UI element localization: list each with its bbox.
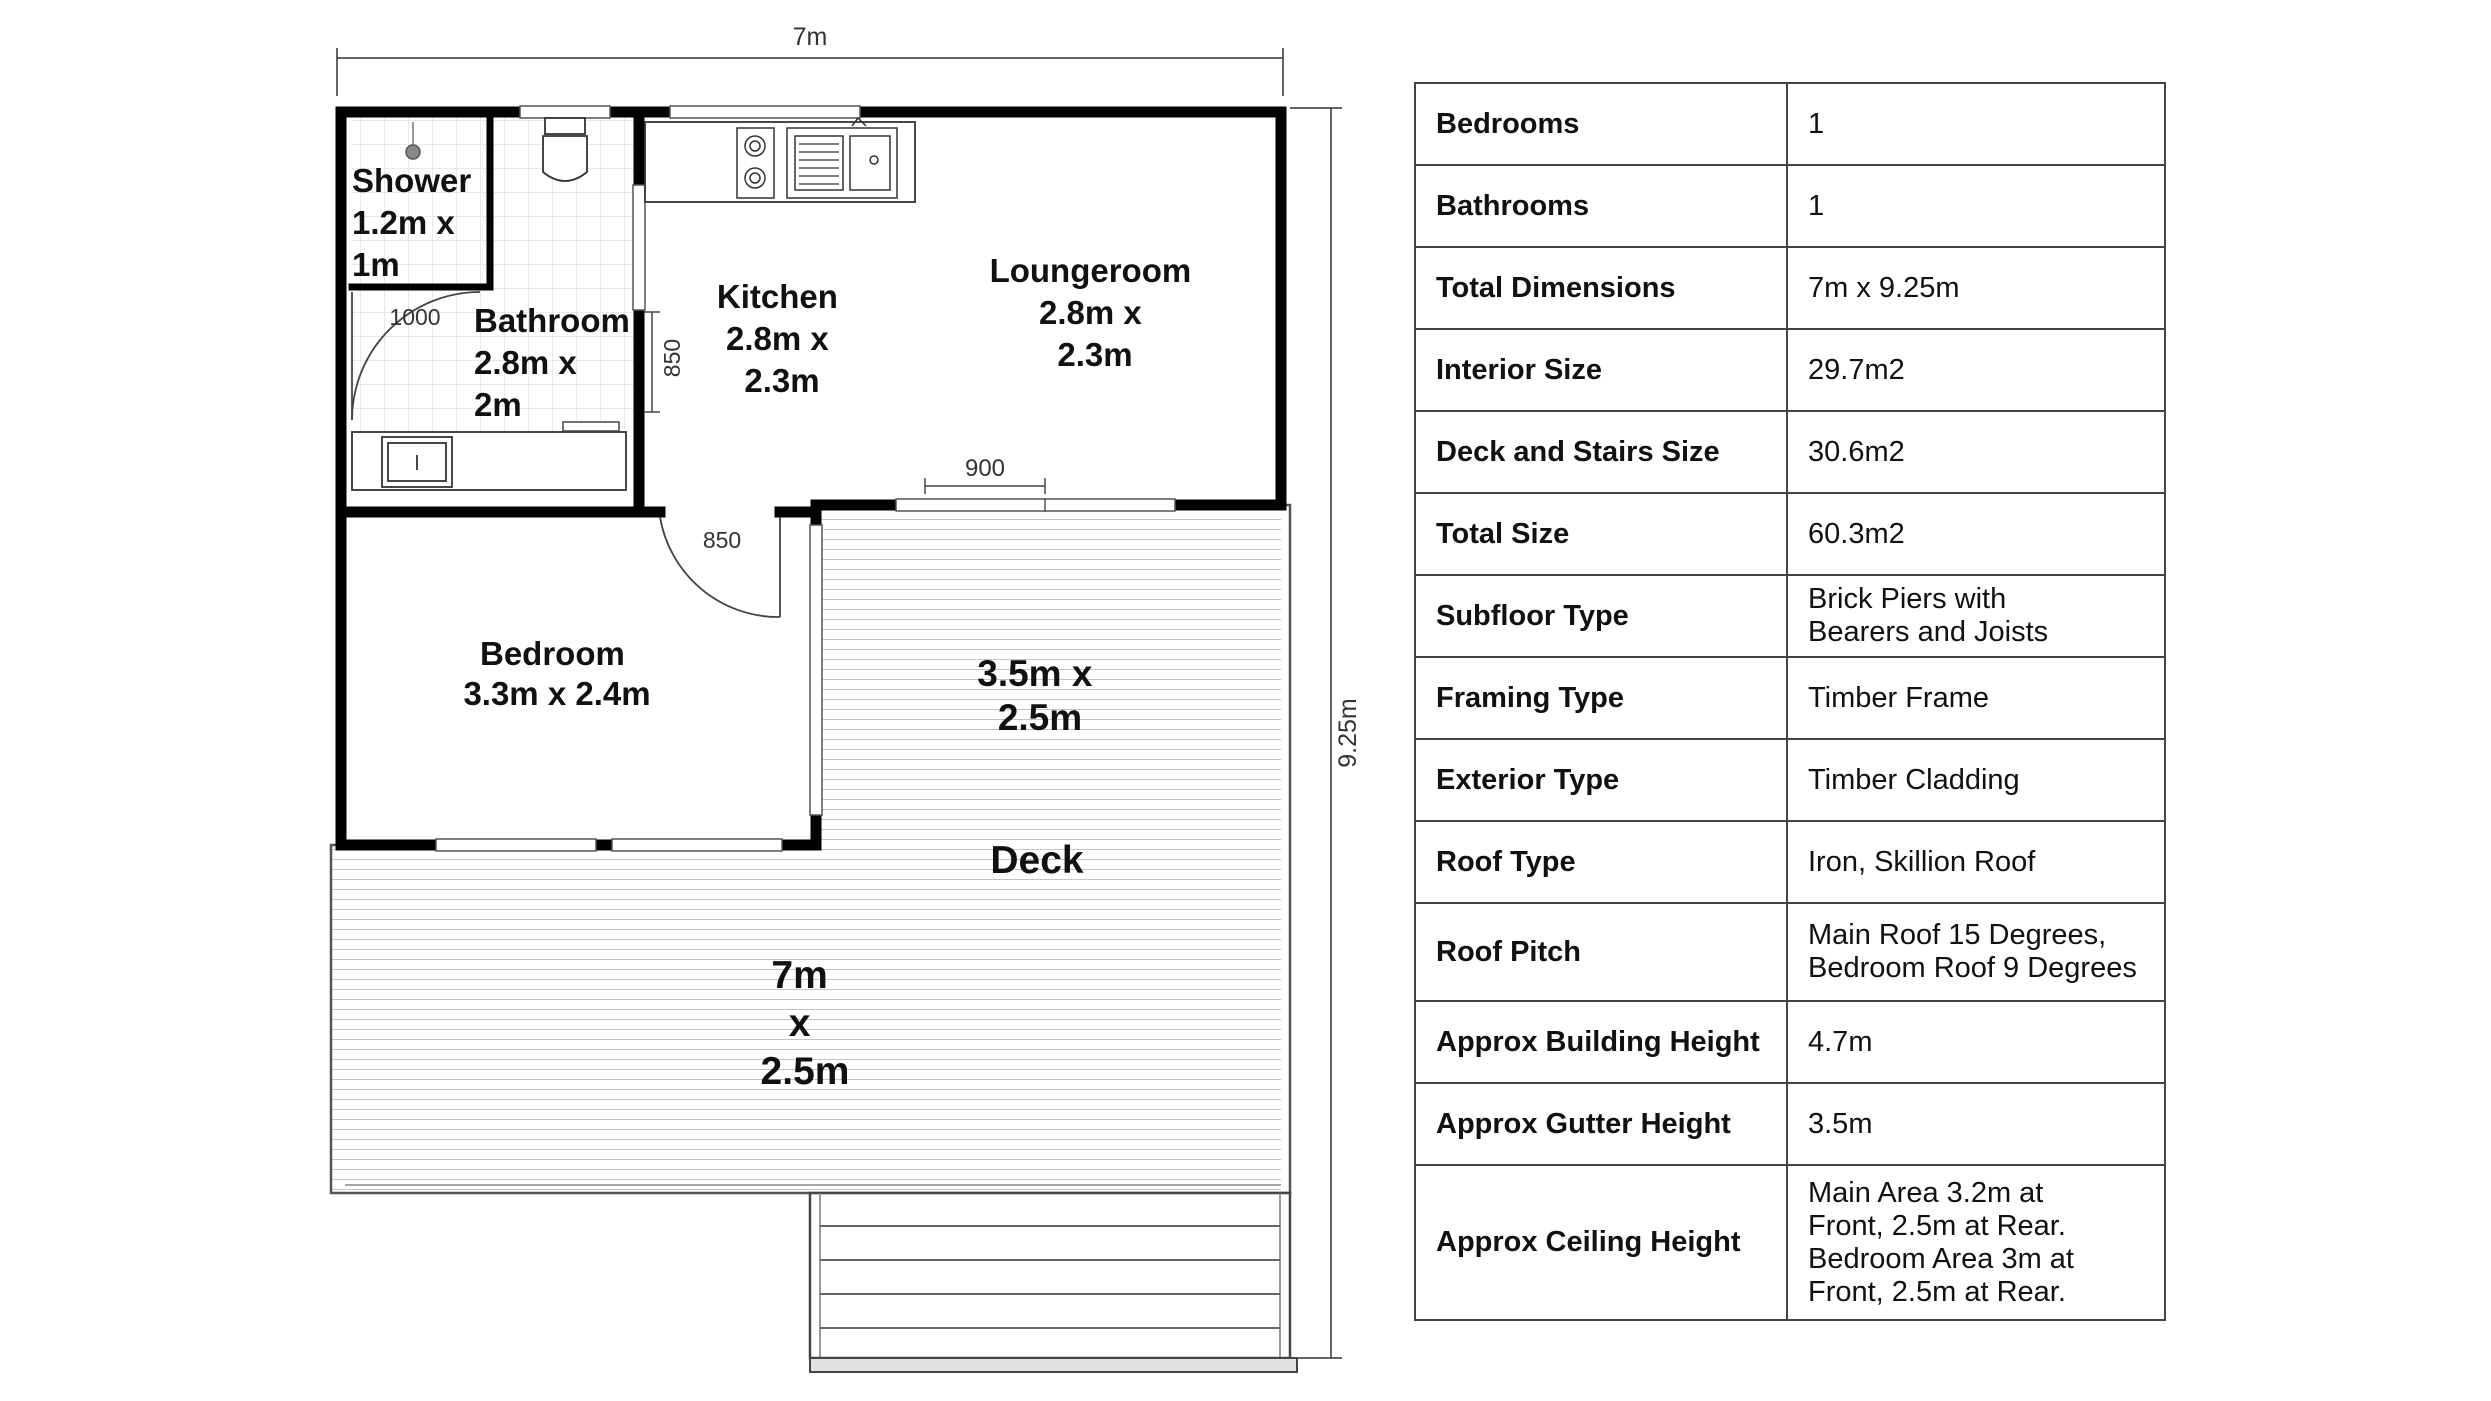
- spec-value-line: Main Area 3.2m at: [1808, 1176, 2044, 1209]
- spec-row: [1415, 575, 2165, 657]
- spec-row: [1415, 493, 2165, 575]
- spec-label: Roof Type: [1415, 821, 1787, 903]
- shower-screen: [563, 422, 619, 431]
- vanity-icon: [352, 432, 626, 490]
- spec-row: [1415, 247, 2165, 329]
- deck-upper-label: 3.5m x 2.5m: [977, 653, 1093, 738]
- spec-value-line: 1: [1808, 189, 1825, 222]
- deck-label: Deck: [990, 839, 1084, 882]
- spec-label: Bedrooms: [1415, 83, 1787, 165]
- spec-value-line: 3.5m: [1808, 1107, 1873, 1140]
- shower-label: Shower 1.2m x 1m: [352, 162, 472, 283]
- spec-row: [1415, 165, 2165, 247]
- spec-row: [1415, 1165, 2165, 1320]
- spec-label: Approx Gutter Height: [1415, 1083, 1787, 1165]
- spec-row: [1415, 1083, 2165, 1165]
- depth-dimension-label: 9.25m: [1334, 698, 1362, 768]
- spec-label: Approx Ceiling Height: [1415, 1165, 1787, 1320]
- spec-label: Bathrooms: [1415, 165, 1787, 247]
- spec-value: [1787, 83, 2165, 165]
- spec-label: Approx Building Height: [1415, 1001, 1787, 1083]
- spec-label: Exterior Type: [1415, 739, 1787, 821]
- lounge-door-dimension: 900: [964, 455, 1006, 482]
- spec-label: Framing Type: [1415, 657, 1787, 739]
- spec-label: Subfloor Type: [1415, 575, 1787, 657]
- spec-value: [1787, 493, 2165, 575]
- bedroom-label: Bedroom 3.3m x 2.4m: [463, 635, 651, 712]
- bedroom-door-dimension: 850: [702, 527, 742, 553]
- spec-value: [1787, 411, 2165, 493]
- spec-value-line: Timber Cladding: [1808, 763, 2020, 796]
- spec-value: [1787, 903, 2165, 1001]
- spec-row: [1415, 329, 2165, 411]
- spec-value: [1787, 247, 2165, 329]
- bathroom-label: Bathroom 2.8m x 2m: [474, 302, 630, 423]
- width-dimension: [337, 48, 1283, 96]
- spec-label: Deck and Stairs Size: [1415, 411, 1787, 493]
- width-dimension-label: 7m: [792, 23, 828, 51]
- spec-row: [1415, 411, 2165, 493]
- spec-value: [1787, 1165, 2165, 1320]
- kitchen-label: Kitchen 2.8m x 2.3m: [716, 278, 838, 399]
- spec-value: [1787, 657, 2165, 739]
- spec-value-line: Iron, Skillion Roof: [1808, 845, 2036, 878]
- spec-value-line: Bedroom Roof 9 Degrees: [1808, 952, 2137, 984]
- spec-row: [1415, 83, 2165, 165]
- spec-value-line: Brick Piers with: [1808, 583, 2007, 615]
- spec-value: [1787, 165, 2165, 247]
- spec-value-line: 1: [1808, 107, 1825, 140]
- spec-value-line: Bearers and Joists: [1808, 616, 2049, 648]
- deck-lower-label: 7m x 2.5m: [760, 954, 850, 1093]
- kitchen-door-dimension: 850: [659, 338, 685, 378]
- spec-value: [1787, 575, 2165, 657]
- kitchen-door-dimension-line: [644, 312, 660, 412]
- toilet-icon: [543, 118, 587, 181]
- spec-row: [1415, 903, 2165, 1001]
- specifications-table: [1414, 82, 2166, 1321]
- spec-label: Total Dimensions: [1415, 247, 1787, 329]
- spec-value-line: 7m x 9.25m: [1808, 271, 1960, 304]
- spec-value: [1787, 1083, 2165, 1165]
- spec-value-line: Front, 2.5m at Rear.: [1808, 1209, 2066, 1242]
- spec-value: [1787, 1001, 2165, 1083]
- spec-value: [1787, 329, 2165, 411]
- spec-value: [1787, 821, 2165, 903]
- bathroom-door-dimension: 1000: [389, 304, 441, 330]
- spec-row: [1415, 739, 2165, 821]
- spec-value-line: Main Roof 15 Degrees,: [1808, 919, 2107, 951]
- loungeroom-label: Loungeroom 2.8m x 2.3m: [989, 252, 1192, 373]
- spec-value-line: 4.7m: [1808, 1025, 1873, 1058]
- spec-row: [1415, 657, 2165, 739]
- spec-value-line: 60.3m2: [1808, 517, 1905, 550]
- spec-label: Roof Pitch: [1415, 903, 1787, 1001]
- spec-value-line: 30.6m2: [1808, 435, 1905, 468]
- spec-label: Interior Size: [1415, 329, 1787, 411]
- spec-row: [1415, 1001, 2165, 1083]
- spec-value-line: 29.7m2: [1808, 353, 1905, 386]
- spec-value: [1787, 739, 2165, 821]
- spec-label: Total Size: [1415, 493, 1787, 575]
- spec-value-line: Timber Frame: [1808, 681, 1989, 714]
- deck-stairs: [810, 1193, 1297, 1372]
- spec-row: [1415, 821, 2165, 903]
- spec-value-line: Front, 2.5m at Rear.: [1808, 1275, 2066, 1308]
- spec-value-line: Bedroom Area 3m at: [1808, 1242, 2074, 1275]
- lounge-sliding-door: [896, 478, 1175, 511]
